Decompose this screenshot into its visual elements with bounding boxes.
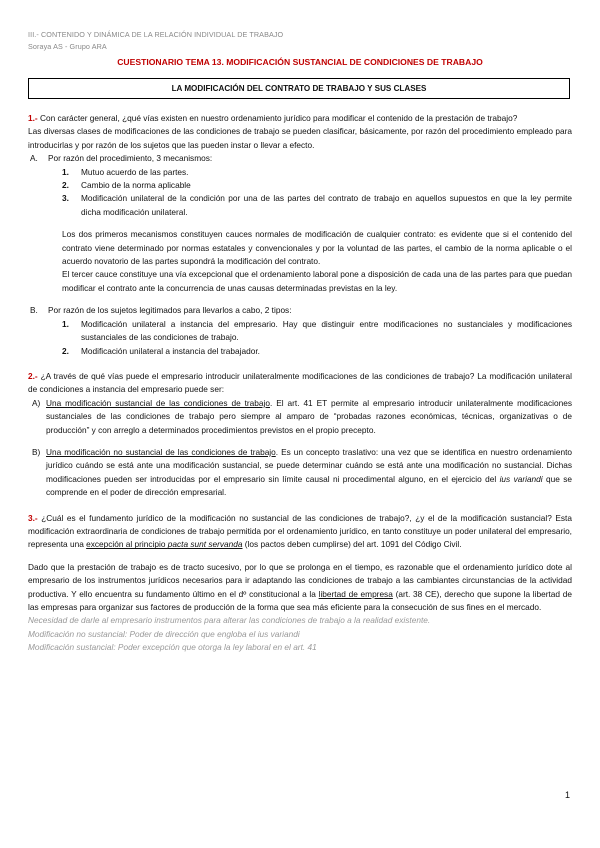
q1-point-a-label: A.	[30, 153, 38, 164]
q1-a-item-1-number: 1.	[62, 166, 69, 177]
q1-a-item-2-text: Cambio de la norma aplicable	[81, 180, 191, 191]
question-3-answer-1: Esta modificación extraordinaria de condiciones de trabajo permitida por el ordenamiento jurídico, en tanto constituye un poder unilateral del empresario, representa una	[28, 512, 572, 550]
q1-b-item-1	[28, 318, 572, 345]
q1-point-b-text: Por razón de los sujetos legitimados para llevarlos a cabo, 2 tipos:	[48, 305, 292, 316]
question-3-text: ¿Cuál es el fundamento jurídico de la modificación no sustancial de las condiciones de trabajo?, ¿y el de la modificación sustancial?	[41, 512, 552, 523]
question-2	[28, 370, 572, 397]
question-1-intro: Las diversas clases de modificaciones de las condiciones de trabajo se pueden clasificar, básicamente, por razón del procedimiento empleado para introducirlas y por razón de los sujetos que las pueden instar o llevar a efecto.	[28, 126, 572, 150]
q2-option-a-lead: Una modificación sustancial de las condiciones de trabajo	[46, 397, 270, 408]
q3-paragraph-2-part-a: Dado que la prestación de trabajo es de tracto sucesivo, por lo que se prolonga en el tiempo, es razonable que el ordenamiento jurídico dote al empresario de los instrumentos jurídicos necesarios para ir adaptando las condiciones de trabajo a las cambiantes circunstancias de la actividad productiva. Y ello encuentra su fundamento último en el dº constitucional a la	[28, 561, 572, 599]
q1-point-b-label: B.	[30, 305, 38, 316]
q2-option-a	[28, 397, 572, 437]
question-3	[28, 512, 572, 552]
q1-point-b	[28, 304, 572, 317]
question-1-text: Con carácter general, ¿qué vías existen en nuestro ordenamiento jurídico para modificar el contenido de la prestación de trabajo?	[40, 113, 518, 123]
note-2: Modificación no sustancial: Poder de dirección que engloba el ius variandi	[28, 628, 300, 639]
question-2-number: 2.-	[28, 370, 38, 381]
q1-b-item-1-text: Modificación unilateral a instancia del empresario. Hay que distinguir entre modificaciones no sustanciales y modificaciones sustanciales de las condiciones de trabajo.	[81, 318, 572, 343]
q1-point-a	[28, 152, 572, 165]
question-3-answer-2: (los pactos deben cumplirse) del art. 1091 del Código Civil.	[242, 539, 462, 550]
q1-a-item-1	[28, 166, 572, 179]
q1-b-item-2	[28, 345, 572, 358]
q2-option-b-text-2: que se comprende en el poder de dirección empresarial.	[46, 473, 573, 498]
q1-a-item-3-text: Modificación unilateral de la condición por una de las partes del contrato de trabajo en aquellos supuestos en que la ley permite dicha modificación unilateral.	[81, 193, 572, 217]
q1-b-item-2-number: 2.	[62, 345, 69, 356]
q1-a-item-1-text: Mutuo acuerdo de las partes.	[81, 166, 189, 177]
page-number: 1	[564, 790, 570, 800]
pacta-latin: pacta sunt servanda	[167, 539, 243, 550]
running-header-author: Soraya AS - Grupo ARA	[28, 42, 107, 51]
pacta-sunt-servanda-reference	[86, 539, 242, 549]
question-2-text: ¿A través de qué vías puede el empresario introducir unilateralmente modificaciones de las condiciones de trabajo? La modificación unilateral de condiciones a instancia del empresario puede ser:	[28, 370, 573, 395]
q3-paragraph-2-part-b: (art. 38 CE), derecho que supone la libertad de las empresas para organizar sus factores de producción de la forma que sea más eficiente para la consecución de sus fines en el mercado.	[28, 588, 572, 612]
q1-a-item-3	[28, 192, 572, 219]
q1-b-item-1-number: 1.	[62, 318, 69, 329]
q2-option-a-label: A)	[32, 397, 41, 408]
ius-variandi-term: ius variandi	[499, 473, 543, 484]
q1-a-item-2-number: 2.	[62, 180, 69, 191]
q2-option-b-lead: Una modificación no sustancial de las condiciones de trabajo	[46, 446, 276, 457]
q2-option-b-text-1: . Es un concepto traslativo: una vez que se identifica en nuestro ordenamiento jurídico cuándo se está ante una modificación sustancial, se puede determinar cuándo se está ante una modificación no sustancial. Dichas modificaciones pueden ser introducidas por el empresario sin límite causal ni procedimental alguno, en el ejercicio del	[46, 446, 572, 484]
q1-a-item-2	[28, 179, 572, 192]
q1-a-paragraph-2: El tercer cauce constituye una vía excepcional que el ordenamiento laboral pone a disposición de cada una de las partes para que puedan modificar el contrato ante la concurrencia de unas causas determinadas previstas en la ley.	[62, 269, 572, 293]
question-1	[28, 112, 572, 125]
document-title: CUESTIONARIO TEMA 13. MODIFICACIÓN SUSTANCIAL DE CONDICIONES DE TRABAJO	[117, 57, 483, 67]
q1-b-item-2-text: Modificación unilateral a instancia del trabajador.	[81, 345, 260, 356]
question-1-number: 1.-	[28, 113, 38, 123]
q1-a-paragraph-1: Los dos primeros mecanismos constituyen cauces normales de modificación de cualquier contrato: es evidente que si el contenido del contrato viene determinado por normas estatales y convencionales y por la voluntad de las partes, el cambio de la norma aplicable o el acuerdo novatorio de las partes supondrá la modificación del contrato.	[62, 229, 572, 267]
question-3-paragraph-2	[28, 561, 572, 615]
pacta-label: excepción al principio	[86, 539, 168, 550]
running-header-course: III.- CONTENIDO Y DINÁMICA DE LA RELACIÓN INDIVIDUAL DE TRABAJO	[28, 30, 284, 39]
q1-a-item-3-number: 3.	[62, 193, 69, 204]
note-3: Modificación sustancial: Poder excepción que otorga la ley laboral en el art. 41	[28, 642, 317, 653]
document-body	[28, 112, 572, 655]
question-3-number: 3.-	[28, 512, 38, 523]
q2-option-b	[28, 446, 572, 500]
q2-option-b-label: B)	[32, 446, 41, 457]
note-1: Necesidad de darle al empresario instrumentos para alterar las condiciones de trabajo a la realidad existente.	[28, 615, 431, 626]
q1-point-a-text: Por razón del procedimiento, 3 mecanismos:	[48, 153, 213, 164]
libertad-de-empresa-reference: libertad de empresa	[318, 588, 393, 599]
section-heading-box: LA MODIFICACIÓN DEL CONTRATO DE TRABAJO Y SUS CLASES	[28, 78, 570, 99]
q2-option-a-text: . El art. 41 ET permite al empresario introducir unilateralmente modificaciones sustanciales de las condiciones de trabajo pero siempre al amparo de “probadas razones económicas, técnicas, organizativas o de producción” y con arreglo a determinados procedimientos previstos en el propio precepto.	[46, 397, 572, 435]
